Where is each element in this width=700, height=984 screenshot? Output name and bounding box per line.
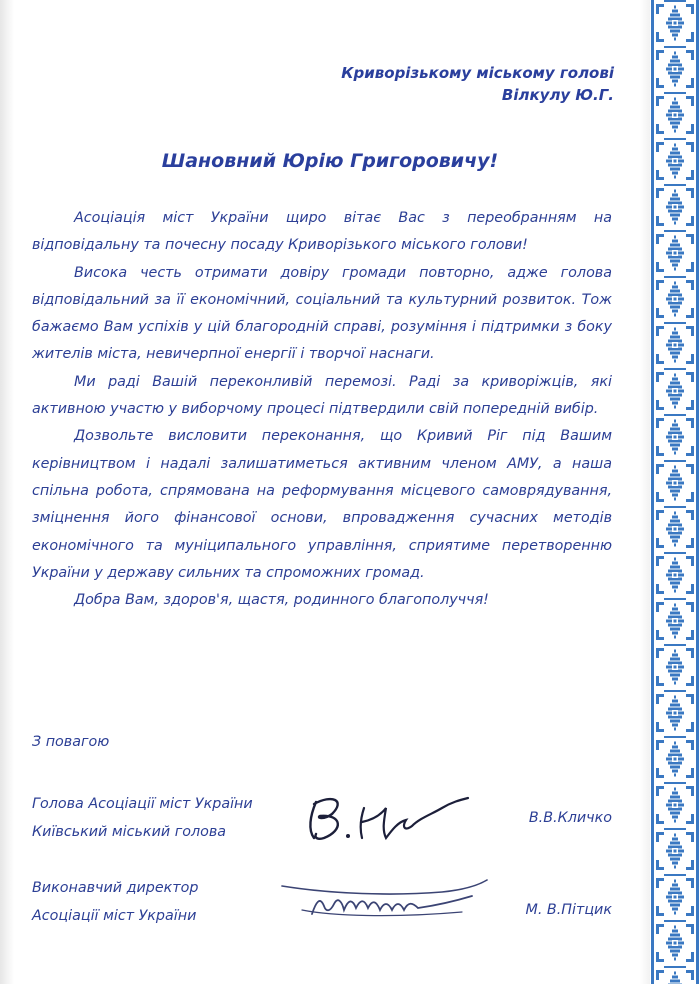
addressee-line-1: Криворізькому міському голові <box>341 64 614 82</box>
signatory-name: М. В.Пітцик <box>525 902 612 918</box>
paragraph: Ми раді Вашій переконливій перемозі. Раді за криворіжців, які активною участю у виборчому процесі підтвердили свій попередній вибір. <box>32 373 612 418</box>
signatory-title-line-1: Виконавчий директор <box>32 880 199 896</box>
letter-body <box>32 205 612 614</box>
signatory-title-line-1: Голова Асоціації міст України <box>32 796 253 812</box>
addressee-line-2: Вілкулу Ю.Г. <box>501 86 614 104</box>
signatory-title <box>32 874 198 930</box>
paragraph: Дозвольте висловити переконання, що Кривий Ріг під Вашим керівництвом і надалі залишатиметься активним членом АМУ, а наша спільна робота, спрямована на реформування місцевого самоврядування, зміцнення його фінансової основи, впровадження сучасних методів економічного та муніципального управління, сприятиме перетворенню України у державу сильних та спроможних громад. <box>32 428 612 581</box>
paragraph: Асоціація міст України щиро вітає Вас з переобранням на відповідальну та почесну посаду Криворізького міського голови! <box>32 210 612 254</box>
signatory-block-2 <box>32 874 612 934</box>
embroidery-ornament-border <box>650 0 700 984</box>
signatory-name: В.В.Кличко <box>528 810 612 826</box>
closing-phrase: З повагою <box>32 734 110 750</box>
signatory-title-line-2: Асоціації міст України <box>32 908 197 924</box>
signatory-block-1 <box>32 790 612 850</box>
salutation: Шановний Юрію Григоровичу! <box>161 150 499 172</box>
scan-edge-right <box>640 0 650 984</box>
addressee-block <box>341 62 614 106</box>
handwritten-signature-icon <box>302 786 482 850</box>
signatory-title-line-2: Київський міський голова <box>32 824 227 840</box>
signatory-title <box>32 790 253 846</box>
scan-edge-left <box>0 0 14 984</box>
embroidery-pattern-icon <box>650 0 700 984</box>
handwritten-signature-icon <box>272 866 512 936</box>
paragraph: Добра Вам, здоров'я, щастя, родинного благополуччя! <box>74 592 489 609</box>
paragraph: Висока честь отримати довіру громади повторно, адже голова відповідальний за її економічний, соціальний та культурний розвиток. Тож бажаємо Вам успіхів у цій благородній справі, розуміння і підтримки з боку жителів міста, невичерпної енергії і творчої наснаги. <box>32 264 612 363</box>
